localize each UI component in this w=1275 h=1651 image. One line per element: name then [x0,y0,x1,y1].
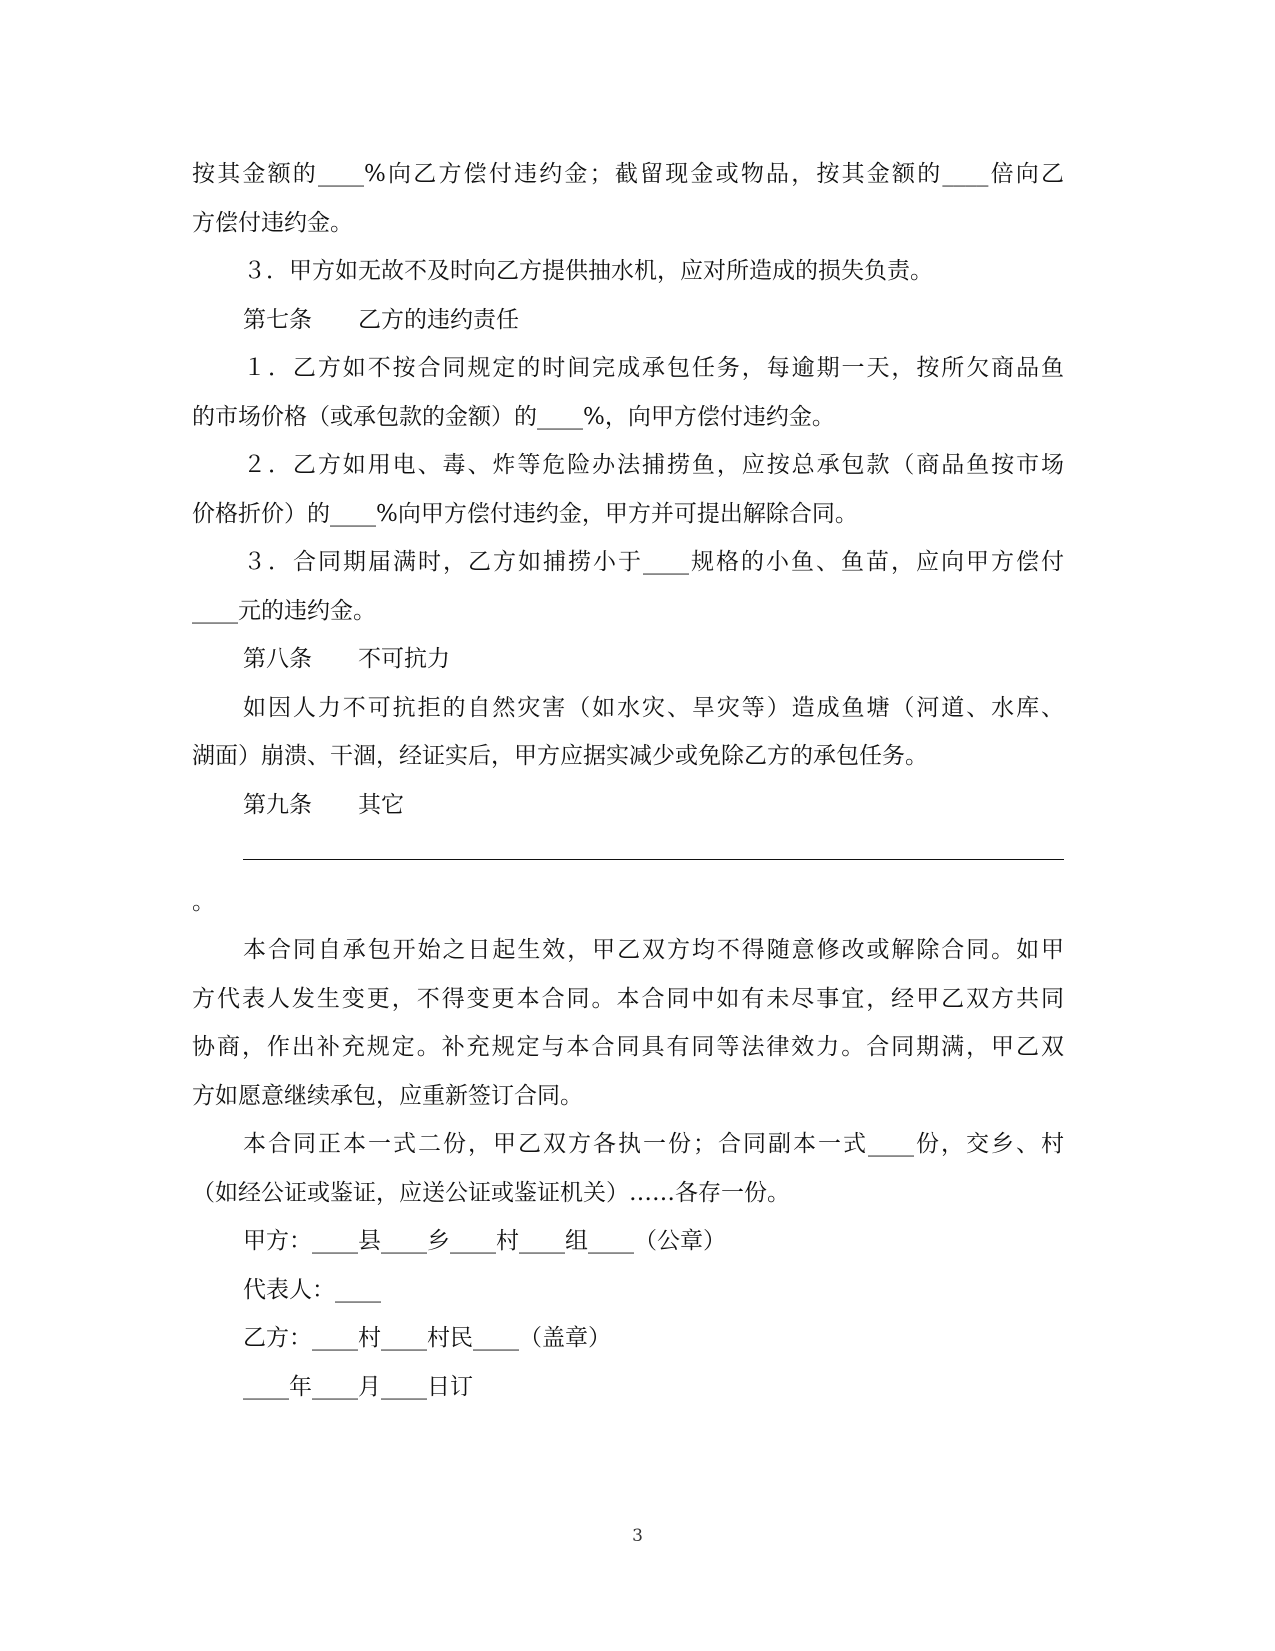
text-line: ____元的违约金。 [192,597,376,624]
text-line: 的市场价格（或承包款的金额）的____%，向甲方偿付违约金。 [192,403,835,430]
text-line: 协商，作出补充规定。补充规定与本合同具有同等法律效力。合同期满，甲乙双 [192,1034,1064,1060]
underline-rule [243,859,1064,860]
closing-section [192,878,1064,1412]
text-line: 按其金额的____%向乙方偿付违约金；截留现金或物品，按其金额的____倍向乙 [192,161,1064,187]
text-line: 本合同自承包开始之日起生效，甲乙双方均不得随意修改或解除合同。如甲 [243,937,1064,963]
text-line: 第七条 乙方的违约责任 [243,306,519,333]
text-line: ３．合同期届满时，乙方如捕捞小于____规格的小鱼、鱼苗，应向甲方偿付 [243,549,1064,575]
text-line: １．乙方如不按合同规定的时间完成承包任务，每逾期一天，按所欠商品鱼 [243,355,1064,381]
text-line: 代表人：____ [243,1276,381,1303]
text-line: 甲方：____县____乡____村____组____（公章） [243,1228,726,1254]
text-line: 本合同正本一式二份，甲乙双方各执一份；合同副本一式____份，交乡、村 [243,1131,1064,1157]
text-line: 方如愿意继续承包，应重新签订合同。 [192,1082,583,1109]
text-line: 第八条 不可抗力 [243,646,450,672]
text-line: 如因人力不可抗拒的自然灾害（如水灾、旱灾等）造成鱼塘（河道、水库、 [243,694,1064,721]
text-line: 湖面）崩溃、干涸，经证实后，甲方应据实减少或免除乙方的承包任务。 [192,743,928,769]
text-line: （如经公证或鉴证，应送公证或鉴证机关）……各存一份。 [192,1179,790,1206]
text-line: 方偿付违约金。 [192,209,353,236]
page-number: 3 [632,1526,643,1546]
clauses-section [192,150,1064,829]
text-line: 方代表人发生变更，不得变更本合同。本合同中如有未尽事宜，经甲乙双方共同 [192,985,1064,1012]
text-line: ____年____月____日订 [243,1373,473,1400]
text-line: 价格折价）的____%向甲方偿付违约金，甲方并可提出解除合同。 [192,500,858,527]
text-line: ３．甲方如无故不及时向乙方提供抽水机，应对所造成的损失负责。 [243,258,933,284]
text-line: 。 [192,888,215,915]
text-line: ２．乙方如用电、毒、炸等危险办法捕捞鱼，应按总承包款（商品鱼按市场 [243,452,1064,478]
text-line: 乙方：____村____村民____（盖章） [243,1325,611,1351]
document-body [192,150,1064,1411]
text-line: 第九条 其它 [243,791,404,818]
blank-fill-line [192,829,1064,878]
